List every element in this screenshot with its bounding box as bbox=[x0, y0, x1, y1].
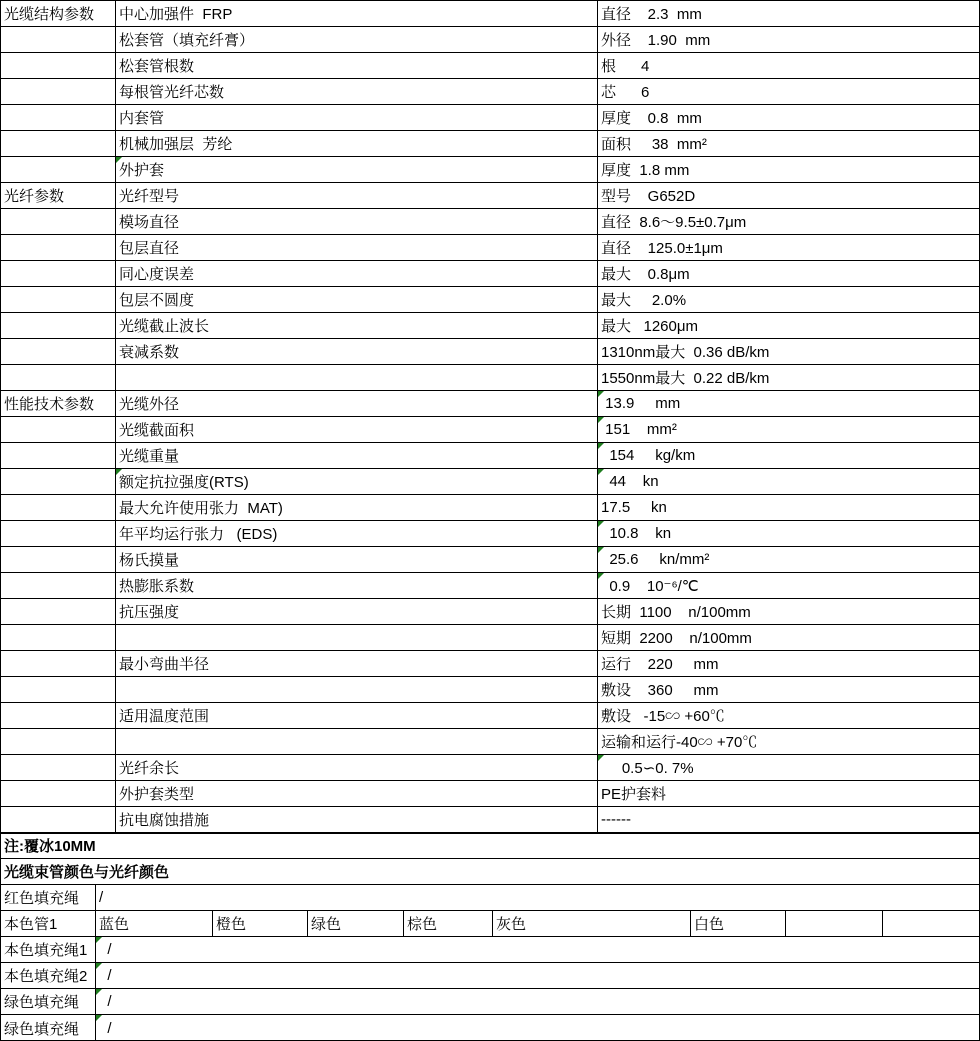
filler-rope-row bbox=[1, 1015, 979, 1041]
table-row bbox=[1, 625, 979, 651]
param-cell bbox=[116, 781, 598, 806]
cell-flag-icon bbox=[598, 417, 604, 423]
row-label-text: 绿色填充绳 bbox=[4, 1020, 80, 1038]
cell-flag-icon bbox=[598, 443, 604, 449]
cell-flag-icon bbox=[598, 573, 604, 579]
param-text: 衰减系数 bbox=[119, 344, 180, 361]
cell-flag-icon bbox=[116, 157, 122, 163]
table-row bbox=[1, 521, 979, 547]
row-label-cell bbox=[1, 989, 96, 1014]
value-text: 直径 8.6～9.5±0.7μm bbox=[601, 214, 747, 231]
tube-color-text: 白色 bbox=[694, 916, 725, 933]
category-cell bbox=[1, 469, 116, 494]
category-cell bbox=[1, 105, 116, 130]
value-cell bbox=[598, 469, 979, 494]
category-cell bbox=[1, 755, 116, 780]
table-row bbox=[1, 469, 979, 495]
param-text: 光纤余长 bbox=[119, 760, 180, 777]
param-cell bbox=[116, 261, 598, 286]
filler-rope-row bbox=[1, 963, 979, 989]
tube-color-text: 绿色 bbox=[311, 916, 342, 933]
param-cell bbox=[116, 235, 598, 260]
table-row bbox=[1, 781, 979, 807]
param-text: 外护套 bbox=[119, 162, 165, 179]
cell-flag-icon bbox=[598, 547, 604, 553]
filler-value-cell bbox=[96, 989, 979, 1014]
table-row bbox=[1, 287, 979, 313]
filler-value-text: / bbox=[99, 993, 112, 1010]
param-cell bbox=[116, 105, 598, 130]
section-title-cell bbox=[1, 859, 979, 884]
row-label-cell bbox=[1, 963, 96, 988]
value-cell bbox=[598, 27, 979, 52]
note-text: 注:覆冰10MM bbox=[4, 838, 96, 855]
table-row bbox=[1, 677, 979, 703]
tube-color-text: 灰色 bbox=[496, 916, 527, 933]
value-text: 17.5 kn bbox=[601, 499, 667, 516]
param-text: 抗压强度 bbox=[119, 604, 180, 621]
param-text: 光缆截面积 bbox=[119, 422, 195, 439]
category-cell bbox=[1, 287, 116, 312]
cell-flag-icon bbox=[96, 989, 102, 995]
value-cell bbox=[598, 313, 979, 338]
value-cell bbox=[598, 599, 979, 624]
category-cell bbox=[1, 417, 116, 442]
category-cell bbox=[1, 547, 116, 572]
value-text: 面积 38 mm² bbox=[601, 136, 707, 153]
category-cell bbox=[1, 27, 116, 52]
param-cell bbox=[116, 339, 598, 364]
param-cell bbox=[116, 79, 598, 104]
cell-flag-icon bbox=[96, 963, 102, 969]
param-cell bbox=[116, 469, 598, 494]
table-row bbox=[1, 417, 979, 443]
param-text: 最大允许使用张力 MAT) bbox=[119, 500, 283, 517]
category-cell bbox=[1, 157, 116, 182]
param-cell bbox=[116, 183, 598, 208]
value-cell bbox=[598, 677, 979, 702]
value-cell bbox=[598, 755, 979, 780]
value-cell bbox=[598, 339, 979, 364]
param-cell bbox=[116, 27, 598, 52]
category-cell bbox=[1, 521, 116, 546]
param-cell bbox=[116, 495, 598, 520]
table-row bbox=[1, 755, 979, 781]
param-text: 松套管（填充纤膏） bbox=[119, 32, 255, 49]
cell-flag-icon bbox=[96, 937, 102, 943]
category-cell bbox=[1, 677, 116, 702]
category-cell bbox=[1, 79, 116, 104]
category-cell bbox=[1, 391, 116, 416]
value-text: 长期 1100 n/100mm bbox=[601, 604, 751, 621]
table-row bbox=[1, 703, 979, 729]
cell-flag-icon bbox=[116, 469, 122, 475]
category-cell bbox=[1, 1, 116, 26]
value-cell bbox=[598, 807, 979, 832]
row-label-cell bbox=[1, 937, 96, 962]
table-row bbox=[1, 651, 979, 677]
value-text: 154 kg/km bbox=[601, 447, 696, 464]
value-text: 直径 125.0±1μm bbox=[601, 240, 723, 257]
param-cell bbox=[116, 677, 598, 702]
param-text: 模场直径 bbox=[119, 214, 180, 231]
param-cell bbox=[116, 287, 598, 312]
value-cell bbox=[598, 157, 979, 182]
param-text: 抗电腐蚀措施 bbox=[119, 812, 210, 829]
param-text: 光缆截止波长 bbox=[119, 318, 210, 335]
param-text: 中心加强件 FRP bbox=[119, 6, 233, 23]
value-text: 最大 2.0% bbox=[601, 292, 687, 309]
value-text: 10.8 kn bbox=[601, 525, 672, 542]
value-text: ------ bbox=[601, 811, 631, 828]
table-row bbox=[1, 573, 979, 599]
category-cell bbox=[1, 339, 116, 364]
table-row bbox=[1, 729, 979, 755]
value-text: 最大 1260μm bbox=[601, 318, 699, 335]
value-cell bbox=[598, 235, 979, 260]
filler-value-cell bbox=[96, 963, 979, 988]
param-text: 松套管根数 bbox=[119, 58, 195, 75]
tube-color-text: 橙色 bbox=[216, 916, 247, 933]
value-cell bbox=[598, 261, 979, 286]
value-text: 最大 0.8μm bbox=[601, 266, 690, 283]
table-row bbox=[1, 157, 979, 183]
table-row bbox=[1, 209, 979, 235]
section-header-row bbox=[1, 859, 979, 885]
value-cell bbox=[598, 105, 979, 130]
table-row bbox=[1, 183, 979, 209]
cell-flag-icon bbox=[96, 1015, 102, 1021]
value-cell bbox=[598, 183, 979, 208]
table-row bbox=[1, 807, 979, 833]
table-row bbox=[1, 365, 979, 391]
param-text: 杨氏摸量 bbox=[119, 552, 180, 569]
filler-value-cell bbox=[96, 885, 979, 910]
param-cell bbox=[116, 521, 598, 546]
cell-flag-icon bbox=[598, 469, 604, 475]
category-cell bbox=[1, 53, 116, 78]
category-cell bbox=[1, 261, 116, 286]
category-cell bbox=[1, 625, 116, 650]
row-label-text: 绿色填充绳 bbox=[4, 994, 80, 1011]
param-cell bbox=[116, 209, 598, 234]
param-text: 光缆重量 bbox=[119, 448, 180, 465]
tube-color-cell bbox=[213, 911, 308, 936]
value-text: 25.6 kn/mm² bbox=[601, 551, 710, 568]
param-cell bbox=[116, 313, 598, 338]
table-row bbox=[1, 339, 979, 365]
value-cell bbox=[598, 53, 979, 78]
value-cell bbox=[598, 287, 979, 312]
value-text: 13.9 mm bbox=[601, 395, 681, 412]
value-text: 44 kn bbox=[601, 473, 659, 490]
param-text: 光缆外径 bbox=[119, 396, 180, 413]
table-row bbox=[1, 391, 979, 417]
param-cell bbox=[116, 443, 598, 468]
table-row bbox=[1, 443, 979, 469]
param-cell bbox=[116, 1, 598, 26]
value-cell bbox=[598, 131, 979, 156]
param-cell bbox=[116, 807, 598, 832]
table-row bbox=[1, 79, 979, 105]
row-label-cell bbox=[1, 1015, 96, 1041]
param-text: 每根管光纤芯数 bbox=[119, 84, 225, 101]
param-cell bbox=[116, 157, 598, 182]
category-cell bbox=[1, 313, 116, 338]
category-cell bbox=[1, 365, 116, 390]
param-cell bbox=[116, 365, 598, 390]
note-cell bbox=[1, 833, 979, 858]
param-text: 最小弯曲半径 bbox=[119, 656, 210, 673]
value-text: 1550nm最大 0.22 dB/km bbox=[601, 370, 770, 387]
param-cell bbox=[116, 573, 598, 598]
tube-color-cell bbox=[308, 911, 404, 936]
table-row bbox=[1, 599, 979, 625]
category-cell bbox=[1, 781, 116, 806]
filler-value-text: / bbox=[99, 941, 112, 958]
row-label-text: 红色填充绳 bbox=[4, 890, 80, 907]
category-cell bbox=[1, 443, 116, 468]
category-cell bbox=[1, 495, 116, 520]
value-cell bbox=[598, 547, 979, 572]
table-row bbox=[1, 105, 979, 131]
value-text: 0.9 10⁻⁶/℃ bbox=[601, 577, 699, 595]
table-row bbox=[1, 495, 979, 521]
table-row bbox=[1, 547, 979, 573]
value-text: 直径 2.3 mm bbox=[601, 6, 702, 23]
value-cell bbox=[598, 443, 979, 468]
value-text: 运输和运行-40∽ +70℃ bbox=[601, 734, 758, 751]
row-label-text: 本色填充绳2 bbox=[4, 968, 88, 985]
category-cell bbox=[1, 209, 116, 234]
category-text: 光缆结构参数 bbox=[4, 6, 95, 23]
value-cell bbox=[598, 209, 979, 234]
tube-color-cell bbox=[404, 911, 493, 936]
value-cell bbox=[598, 521, 979, 546]
category-cell bbox=[1, 651, 116, 676]
param-text: 适用温度范围 bbox=[119, 708, 210, 725]
param-text: 内套管 bbox=[119, 110, 165, 127]
value-cell bbox=[598, 703, 979, 728]
value-text: 短期 2200 n/100mm bbox=[601, 630, 752, 647]
filler-value-cell bbox=[96, 1015, 979, 1041]
value-cell bbox=[598, 651, 979, 676]
category-cell bbox=[1, 573, 116, 598]
value-text: 运行 220 mm bbox=[601, 656, 719, 673]
param-cell bbox=[116, 391, 598, 416]
value-text: 厚度 1.8 mm bbox=[601, 162, 690, 179]
tube-color-cell bbox=[786, 911, 883, 936]
value-text: 芯 6 bbox=[601, 84, 650, 101]
table-row bbox=[1, 53, 979, 79]
param-cell bbox=[116, 599, 598, 624]
param-text: 光纤型号 bbox=[119, 188, 180, 205]
value-cell bbox=[598, 391, 979, 416]
value-cell bbox=[598, 495, 979, 520]
value-text: 外径 1.90 mm bbox=[601, 32, 711, 49]
filler-rope-row bbox=[1, 937, 979, 963]
cell-flag-icon bbox=[598, 391, 604, 397]
filler-rope-row bbox=[1, 885, 979, 911]
param-text: 额定抗拉强度(RTS) bbox=[119, 474, 249, 491]
tube-color-row bbox=[1, 911, 979, 937]
section-title: 光缆束管颜色与光纤颜色 bbox=[4, 864, 170, 881]
value-text: PE护套料 bbox=[601, 786, 667, 803]
value-cell bbox=[598, 729, 979, 754]
param-cell bbox=[116, 703, 598, 728]
cell-flag-icon bbox=[598, 755, 604, 761]
value-cell bbox=[598, 573, 979, 598]
param-text: 包层不圆度 bbox=[119, 292, 195, 309]
category-text: 性能技术参数 bbox=[4, 396, 95, 413]
row-label-cell bbox=[1, 911, 96, 936]
value-text: 厚度 0.8 mm bbox=[601, 110, 702, 127]
cell-flag-icon bbox=[598, 521, 604, 527]
category-cell bbox=[1, 235, 116, 260]
value-text: 敷设 360 mm bbox=[601, 682, 719, 699]
category-text: 光纤参数 bbox=[4, 188, 65, 205]
category-cell bbox=[1, 183, 116, 208]
param-text: 外护套类型 bbox=[119, 786, 195, 803]
param-text: 热膨胀系数 bbox=[119, 578, 195, 595]
category-cell bbox=[1, 131, 116, 156]
param-cell bbox=[116, 547, 598, 572]
filler-value-cell bbox=[96, 937, 979, 962]
tube-color-text: 蓝色 bbox=[99, 916, 130, 933]
value-cell bbox=[598, 79, 979, 104]
tube-color-cell bbox=[883, 911, 979, 936]
category-cell bbox=[1, 729, 116, 754]
row-label-text: 本色管1 bbox=[4, 916, 58, 933]
value-text: 敷设 -15∽ +60℃ bbox=[601, 708, 725, 725]
param-cell bbox=[116, 755, 598, 780]
param-cell bbox=[116, 131, 598, 156]
table-row bbox=[1, 261, 979, 287]
value-cell bbox=[598, 417, 979, 442]
table-row bbox=[1, 1, 979, 27]
table-row bbox=[1, 313, 979, 339]
param-text: 年平均运行张力 (EDS) bbox=[119, 526, 278, 543]
table-row bbox=[1, 235, 979, 261]
value-text: 1310nm最大 0.36 dB/km bbox=[601, 344, 770, 361]
value-text: 根 4 bbox=[601, 58, 650, 75]
note-row bbox=[1, 833, 979, 859]
param-text: 机械加强层 芳纶 bbox=[119, 136, 233, 153]
table-row bbox=[1, 27, 979, 53]
filler-value-text: / bbox=[99, 967, 112, 984]
value-text: 型号 G652D bbox=[601, 188, 696, 205]
value-cell bbox=[598, 1, 979, 26]
tube-color-cell bbox=[493, 911, 691, 936]
param-cell bbox=[116, 651, 598, 676]
tube-color-cell bbox=[691, 911, 786, 936]
param-cell bbox=[116, 729, 598, 754]
tube-color-cell bbox=[96, 911, 213, 936]
filler-value-text: / bbox=[99, 889, 104, 906]
filler-value-text: / bbox=[99, 1019, 112, 1037]
row-label-text: 本色填充绳1 bbox=[4, 942, 88, 959]
value-text: 0.5∽0. 7% bbox=[601, 759, 694, 777]
value-text: 151 mm² bbox=[601, 421, 677, 438]
value-cell bbox=[598, 781, 979, 806]
filler-rope-row bbox=[1, 989, 979, 1015]
category-cell bbox=[1, 703, 116, 728]
table-row bbox=[1, 131, 979, 157]
value-cell bbox=[598, 625, 979, 650]
param-cell bbox=[116, 625, 598, 650]
param-cell bbox=[116, 417, 598, 442]
param-text: 同心度误差 bbox=[119, 266, 195, 283]
tube-color-text: 棕色 bbox=[407, 916, 438, 933]
category-cell bbox=[1, 599, 116, 624]
param-text: 包层直径 bbox=[119, 240, 180, 257]
row-label-cell bbox=[1, 885, 96, 910]
category-cell bbox=[1, 807, 116, 832]
param-cell bbox=[116, 53, 598, 78]
value-cell bbox=[598, 365, 979, 390]
